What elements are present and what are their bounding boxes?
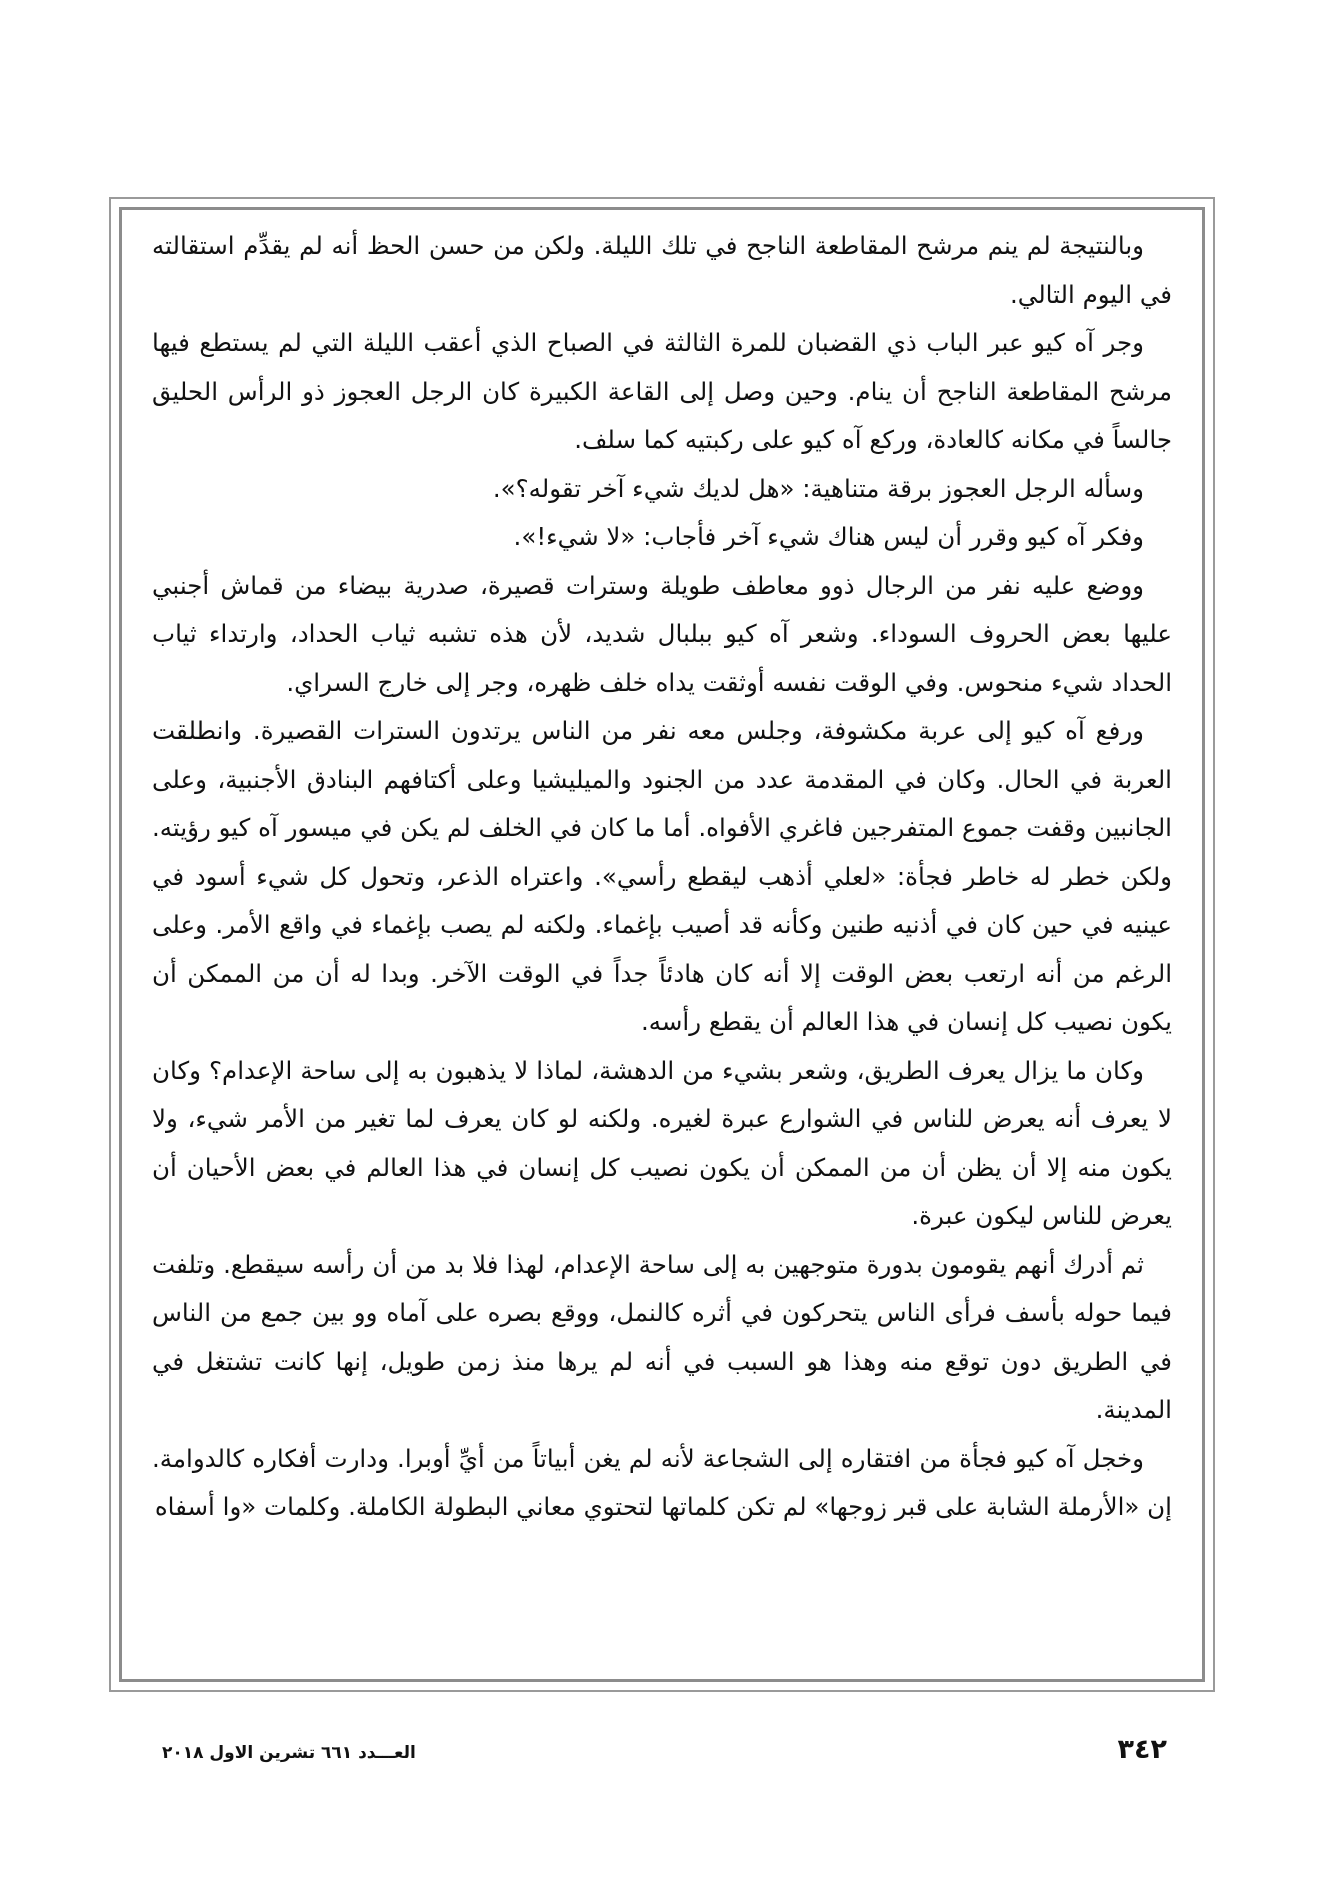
paragraph: وسأله الرجل العجوز برقة متناهية: «هل لديك شيء آخر تقوله؟». (492, 473, 1144, 503)
article-body (152, 222, 1172, 1672)
paragraph: وجر آه كيو عبر الباب ذي القضبان للمرة الثالثة في الصباح الذي أعقب الليلة التي لم يستطع فيها مرشح المقاطعة الناجح أن ينام. وحين وصل إلى القاعة الكبيرة كان الرجل العجوز ذو الرأس الحليق جالساً في مكانه كالعادة، وركع آه كيو على ركبتيه كما سلف. (152, 328, 1172, 454)
issue-info: العـــدد ٦٦١ تشرين الاول ٢٠١٨ (162, 1743, 416, 1763)
paragraph: ورفع آه كيو إلى عربة مكشوفة، وجلس معه نفر من الناس يرتدون السترات القصيرة. وانطلقت العربة في الحال. وكان في المقدمة عدد من الجنود والميليشيا وعلى أكتافهم البنادق الأجنبية، وعلى الجانبين وقفت جموع المتفرجين فاغري الأفواه. أما ما كان في الخلف لم يكن في ميسور آه كيو رؤيته. ولكن خطر له خاطر فجأة: «لعلي أذهب ليقطع رأسي». واعتراه الذعر، وتحول كل شيء أسود في عينيه في حين كان في أذنيه طنين وكأنه قد أصيب بإغماء. ولكنه لم يصب بإغماء في واقع الأمر. وعلى الرغم من أنه ارتعب بعض الوقت إلا أنه كان هادئاً جداً في الوقت الآخر. وبدا له أن من الممكن أن يكون نصيب كل إنسان في هذا العالم أن يقطع رأسه. (152, 716, 1172, 1036)
paragraph: ووضع عليه نفر من الرجال ذوو معاطف طويلة وسترات قصيرة، صدرية بيضاء من قماش أجنبي عليها بعض الحروف السوداء. وشعر آه كيو ببلبال شديد، لأن هذه تشبه ثياب الحداد، وارتداء ثياب الحداد شيء منحوس. وفي الوقت نفسه أوثقت يداه خلف ظهره، وجر إلى خارج السراي. (152, 570, 1172, 697)
paragraph: وبالنتيجة لم ينم مرشح المقاطعة الناجح في تلك الليلة. ولكن من حسن الحظ أنه لم يقدِّم استقالته في اليوم التالي. (152, 231, 1172, 309)
paragraph: وخجل آه كيو فجأة من افتقاره إلى الشجاعة لأنه لم يغن أبياتاً من أيِّ أوبرا. ودارت أفكاره كالدوامة. إن «الأرملة الشابة على قبر زوجها» لم تكن كلماتها لتحتوي معاني البطولة الكاملة. وكلمات «وا أسفاه (152, 1443, 1172, 1521)
paragraph: وكان ما يزال يعرف الطريق، وشعر بشيء من الدهشة، لماذا لا يذهبون به إلى ساحة الإعدام؟ وكان لا يعرف أنه يعرض للناس في الشوارع عبرة لغيره. ولكنه لو كان يعرف لما تغير من الأمر شيء، ولا يكون منه إلا أن يظن أن من الممكن أن يكون نصيب كل إنسان في هذا العالم في بعض الأحيان أن يعرض للناس ليكون عبرة. (152, 1055, 1172, 1230)
paragraph: ثم أدرك أنهم يقومون بدورة متوجهين به إلى ساحة الإعدام، لهذا فلا بد من أن رأسه سيقطع. وتلفت فيما حوله بأسف فرأى الناس يتحركون في أثره كالنمل، ووقع بصره على آماه وو بين جمع من الناس في الطريق دون توقع منه وهذا هو السبب في أنه لم يرها منذ زمن طويل، إنها كانت تشتغل في المدينة. (152, 1249, 1172, 1424)
paragraph: وفكر آه كيو وقرر أن ليس هناك شيء آخر فأجاب: «لا شيء!». (513, 522, 1144, 551)
page-number: ٣٤٢ (1117, 1734, 1167, 1765)
